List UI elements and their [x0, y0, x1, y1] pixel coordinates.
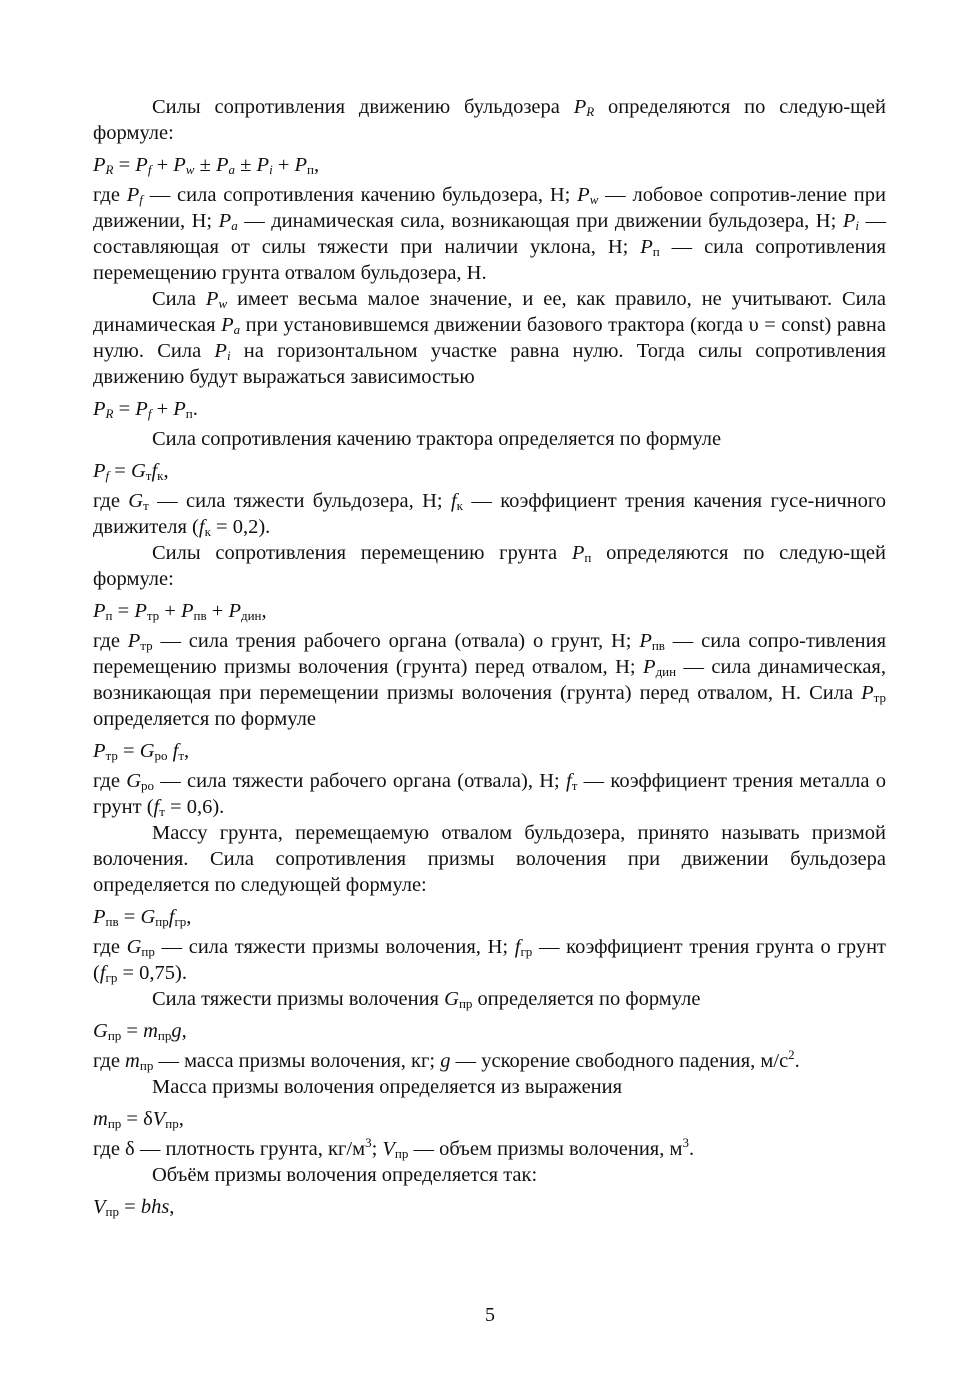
body-paragraph — [93, 986, 886, 1012]
math-symbol: P — [861, 682, 874, 704]
formula — [93, 1194, 886, 1220]
text-run: — коэффициент трения грунта о грунт ( — [93, 936, 886, 984]
math-symbol: пр — [458, 996, 473, 1011]
text-run: = — [109, 460, 131, 482]
text-run: = — [112, 600, 135, 622]
math-symbol: V — [382, 1138, 395, 1160]
math-symbol: к — [204, 524, 211, 539]
page-number: 5 — [485, 1304, 495, 1326]
body-paragraph — [93, 94, 886, 146]
math-symbol: ро — [141, 778, 154, 793]
body-paragraph — [93, 934, 886, 986]
math-symbol: m — [93, 1108, 108, 1130]
body-paragraph — [93, 820, 886, 898]
text-run: + — [151, 154, 174, 176]
math-symbol: 3 — [682, 1135, 689, 1150]
text-run: на горизонтальном участке равна нулю. Тогда силы сопротивления движению будут выражаться зависимостью — [93, 340, 886, 388]
math-symbol: к — [456, 498, 463, 513]
math-symbol: п — [185, 406, 193, 421]
body-paragraph — [93, 1074, 886, 1100]
math-symbol: G — [130, 460, 146, 482]
text-run: — сила трения рабочего органа (отвала) о грунт, Н; — [152, 630, 640, 652]
body-paragraph — [93, 286, 886, 390]
math-symbol: гр — [105, 970, 118, 985]
math-symbol: G — [140, 906, 156, 928]
text-run: — сила тяжести бульдозера, Н; — [148, 490, 451, 512]
text-run: , — [261, 600, 267, 622]
text-run: + — [272, 154, 295, 176]
math-symbol: G — [444, 988, 459, 1010]
math-symbol: к — [157, 468, 164, 483]
math-symbol: G — [126, 936, 142, 958]
formula — [93, 396, 886, 422]
math-symbol: i — [226, 348, 231, 363]
text-run: = δ — [121, 1108, 153, 1130]
math-symbol: P — [93, 398, 106, 420]
math-symbol: P — [126, 184, 140, 206]
text-run: Масса призмы волочения определяется из выражения — [152, 1076, 623, 1098]
math-symbol: G — [93, 1020, 108, 1042]
text-run: . — [688, 1138, 695, 1160]
text-run: Силы сопротивления движению бульдозера — [152, 96, 574, 118]
math-symbol: P — [135, 154, 148, 176]
math-symbol: P — [218, 210, 232, 232]
math-symbol: т — [571, 778, 578, 793]
text-run: = — [117, 740, 140, 762]
body-paragraph — [93, 1136, 886, 1162]
math-symbol: P — [577, 184, 590, 206]
math-symbol: f — [99, 962, 106, 984]
text-run: . — [192, 398, 198, 420]
body-paragraph — [93, 540, 886, 592]
math-symbol: тр — [873, 690, 886, 705]
text-run: где — [93, 770, 127, 792]
math-symbol: пв — [193, 608, 207, 623]
text-run: — сила тяжести рабочего органа (отвала), Н; — [154, 770, 567, 792]
math-symbol: P — [228, 600, 241, 622]
math-symbol: P — [173, 154, 186, 176]
math-symbol: P — [571, 542, 585, 564]
math-symbol: дин — [655, 664, 677, 679]
math-symbol: a — [233, 322, 241, 337]
text-run: определяется по формуле — [93, 708, 316, 730]
math-symbol: G — [128, 490, 144, 512]
text-run: = — [113, 398, 136, 420]
math-symbol: P — [93, 600, 106, 622]
math-symbol: ро — [154, 748, 168, 763]
text-run: — коэффициент трения металла о грунт ( — [93, 770, 886, 818]
math-symbol: п — [105, 608, 113, 623]
text-run: ± — [194, 154, 216, 176]
math-symbol: P — [135, 398, 148, 420]
text-run: определяются по следую-щей формуле: — [93, 542, 886, 590]
math-symbol: P — [643, 656, 656, 678]
text-run: — сила тяжести призмы волочения, Н; — [154, 936, 515, 958]
math-symbol: пр — [139, 1058, 154, 1073]
math-symbol: гр — [174, 914, 187, 929]
text-run: где — [93, 630, 128, 652]
text-run: ; — [371, 1138, 383, 1160]
math-symbol: тр — [105, 748, 118, 763]
text-run: — сила сопро-тивления перемещению призмы волочения (грунта) перед отвалом, Н; — [93, 630, 887, 678]
formula — [93, 1106, 886, 1132]
formula — [93, 1018, 886, 1044]
math-symbol: т — [159, 804, 165, 819]
text-run: — ускорение свободного падения, м/с — [450, 1050, 789, 1072]
math-symbol: a — [231, 218, 238, 233]
text-run: — сила динамическая, возникающая при перемещении призмы волочения (грунта) перед отвалом, Н. Сила — [93, 656, 886, 704]
text-run: определяются по следую-щей формуле: — [93, 96, 887, 144]
text-run: , — [178, 1108, 184, 1130]
math-symbol: п — [652, 244, 660, 259]
math-symbol: пв — [105, 914, 119, 929]
text-run: где — [93, 184, 127, 206]
text-run: — сила сопротивления перемещению грунта отвалом бульдозера, Н. — [93, 236, 886, 284]
math-symbol: R — [586, 104, 595, 119]
formula — [93, 598, 886, 624]
text-run: — составляющая от силы тяжести при наличии уклона, Н; — [93, 210, 886, 258]
math-symbol: a — [228, 162, 236, 177]
math-symbol: пр — [155, 914, 169, 929]
body-paragraph — [93, 768, 886, 820]
math-symbol: P — [173, 398, 186, 420]
math-symbol: R — [105, 406, 114, 421]
text-run: Сила тяжести призмы волочения — [152, 988, 445, 1010]
text-run: , — [186, 906, 192, 928]
math-symbol: f — [198, 516, 205, 538]
math-symbol: т — [143, 498, 149, 513]
math-symbol: R — [105, 162, 114, 177]
math-symbol: P — [294, 154, 308, 176]
text-run: — сила сопротивления качению бульдозера, Н; — [142, 184, 578, 206]
math-symbol: 3 — [365, 1135, 372, 1150]
formula — [93, 152, 886, 178]
text-run: где — [93, 936, 127, 958]
text-run: + — [151, 398, 174, 420]
body-paragraph — [93, 1048, 886, 1074]
math-symbol: P — [639, 630, 652, 652]
math-symbol: i — [269, 162, 273, 177]
math-symbol: P — [573, 96, 587, 118]
text-run: = — [119, 1196, 141, 1218]
text-run: , — [169, 1196, 175, 1218]
math-symbol: G — [126, 770, 141, 792]
formula — [93, 904, 886, 930]
math-symbol: т — [178, 748, 185, 763]
math-symbol: f — [105, 468, 110, 483]
math-symbol: f — [151, 460, 158, 482]
text-run: = 0,75). — [117, 962, 188, 984]
math-symbol: тр — [146, 608, 160, 623]
text-run: — масса призмы волочения, кг; — [153, 1050, 441, 1072]
math-symbol: P — [221, 314, 234, 336]
text-run: = — [118, 906, 141, 928]
text-run: , — [184, 740, 190, 762]
math-symbol: i — [855, 218, 859, 233]
text-run: Массу грунта, перемещаемую отвалом бульдозера, принято называть призмой волочения. Сила сопротивления призмы волочения при движении бульдозера определяется по следующей формуле: — [93, 822, 886, 896]
text-run: где — [93, 1050, 126, 1072]
math-symbol: f — [172, 740, 179, 762]
math-symbol: P — [127, 630, 141, 652]
math-symbol: w — [218, 296, 228, 311]
math-symbol: пр — [107, 1116, 122, 1131]
text-run: . — [794, 1050, 800, 1072]
math-symbol: f — [450, 490, 457, 512]
math-symbol: G — [139, 740, 155, 762]
text-run: = — [113, 154, 136, 176]
text-run: + — [206, 600, 229, 622]
body-paragraph — [93, 628, 886, 732]
math-symbol: пр — [165, 1116, 179, 1131]
text-run: , — [314, 154, 320, 176]
math-symbol: P — [215, 154, 229, 176]
text-run: имеет весьма малое значение, и ее, как правило, не учитывают. Сила динамическая — [93, 288, 886, 336]
math-symbol: f — [147, 162, 152, 177]
math-symbol: пв — [651, 638, 665, 653]
text-run: , — [181, 1020, 187, 1042]
text-run: Сила сопротивления качению трактора определяется по формуле — [152, 428, 722, 450]
text-run: — динамическая сила, возникающая при движении бульдозера, Н; — [237, 210, 843, 232]
math-symbol: f — [514, 936, 521, 958]
text-run: + — [159, 600, 181, 622]
math-symbol: m — [143, 1020, 158, 1042]
text-run: — объем призмы волочения, м — [408, 1138, 683, 1160]
formula — [93, 738, 886, 764]
math-symbol: P — [93, 906, 106, 928]
text-run: определяется по формуле — [472, 988, 701, 1010]
math-symbol: 2 — [788, 1047, 795, 1062]
text-run: , — [163, 460, 169, 482]
document-page — [93, 94, 886, 1224]
math-symbol: пр — [394, 1146, 409, 1161]
math-symbol: g — [440, 1050, 451, 1072]
math-symbol: P — [181, 600, 194, 622]
math-symbol: P — [205, 288, 219, 310]
text-run: = — [121, 1020, 144, 1042]
math-symbol: P — [256, 154, 270, 176]
math-symbol: пр — [141, 944, 155, 959]
math-symbol: п — [307, 162, 314, 177]
text-run: = 0,2). — [210, 516, 271, 538]
math-symbol: f — [566, 770, 572, 792]
text-run: — коэффициент трения качения гусе-ничного движителя ( — [93, 490, 887, 538]
math-symbol: P — [214, 340, 227, 362]
math-symbol: w — [589, 192, 599, 207]
math-symbol: w — [185, 162, 195, 177]
body-paragraph — [93, 1162, 886, 1188]
math-symbol: bhs — [140, 1196, 170, 1218]
text-run: где — [93, 490, 129, 512]
math-symbol: P — [93, 154, 106, 176]
math-symbol: P — [134, 600, 147, 622]
math-symbol: т — [145, 468, 152, 483]
math-symbol: P — [93, 460, 106, 482]
math-symbol: P — [93, 740, 106, 762]
math-symbol: пр — [157, 1028, 172, 1043]
text-run: ± — [235, 154, 257, 176]
body-paragraph — [93, 182, 886, 286]
math-symbol: п — [584, 550, 592, 565]
body-paragraph — [93, 426, 886, 452]
math-symbol: P — [640, 236, 653, 258]
math-symbol: g — [171, 1020, 182, 1042]
math-symbol: V — [152, 1108, 166, 1130]
math-symbol: тр — [140, 638, 153, 653]
math-symbol: дин — [240, 608, 262, 623]
math-symbol: m — [125, 1050, 140, 1072]
text-run: при установившемся движении базового трактора (когда υ = const) равна нулю. Сила — [93, 314, 886, 362]
text-run: где δ — плотность грунта, кг/м — [93, 1138, 366, 1160]
math-symbol: V — [93, 1196, 106, 1218]
text-run: Сила — [152, 288, 206, 310]
math-symbol: пр — [105, 1204, 119, 1219]
text-run: = 0,6). — [164, 796, 225, 818]
text-run: — лобовое сопротив-ление при движении, Н; — [93, 184, 886, 232]
formula — [93, 458, 886, 484]
math-symbol: f — [168, 906, 175, 928]
math-symbol: пр — [107, 1028, 122, 1043]
math-symbol: f — [147, 406, 152, 421]
body-paragraph — [93, 488, 886, 540]
math-symbol: P — [842, 210, 856, 232]
math-symbol: f — [139, 192, 143, 207]
text-run: Объём призмы волочения определяется так: — [152, 1164, 538, 1186]
math-symbol: гр — [520, 944, 533, 959]
text-run: Силы сопротивления перемещению грунта — [152, 542, 572, 564]
math-symbol: f — [153, 796, 160, 818]
